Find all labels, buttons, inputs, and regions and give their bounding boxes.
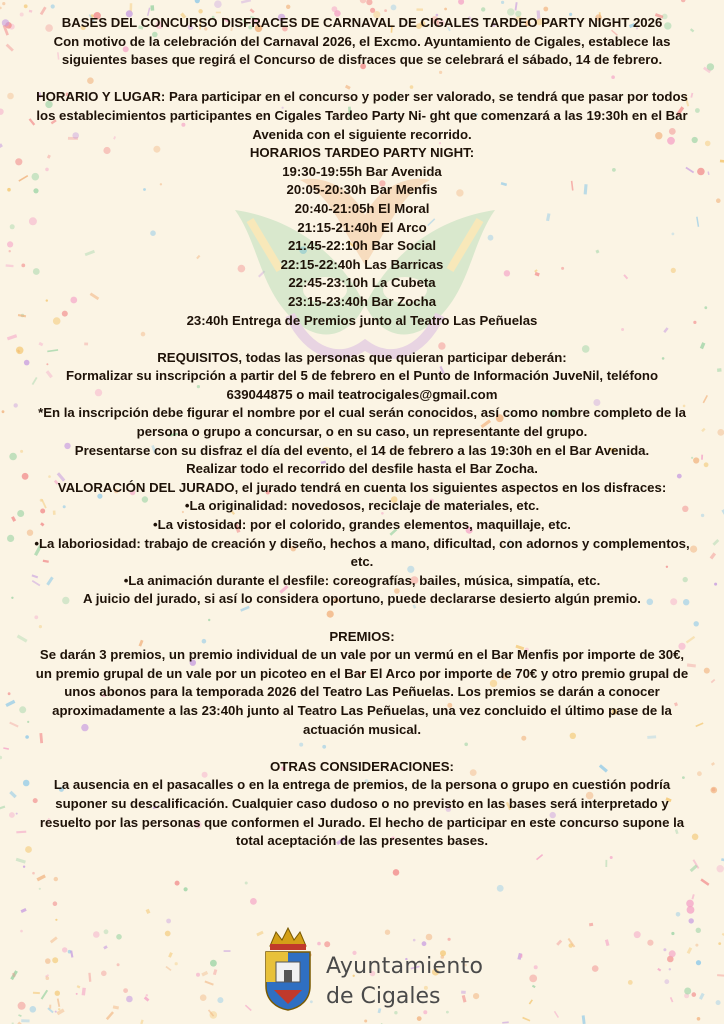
confetti-piece (17, 635, 28, 643)
confetti-piece (692, 992, 697, 997)
confetti-piece (217, 997, 223, 1003)
confetti-piece (694, 621, 699, 626)
confetti-piece (501, 1, 504, 4)
org-name: Ayuntamiento (326, 954, 484, 979)
confetti-piece (130, 3, 133, 11)
schedule-heading: HORARIOS TARDEO PARTY NIGHT: (249, 145, 475, 161)
valoracion-item: •La vistosidad: por el colorido, grandes elementos, maquillaje, etc. (153, 517, 571, 533)
confetti-piece (10, 224, 15, 229)
confetti-piece (32, 872, 35, 875)
schedule-item: 21:15-21:40h El Arco (297, 219, 427, 235)
confetti-piece (33, 992, 40, 994)
confetti-piece (51, 4, 55, 8)
confetti-piece (701, 514, 704, 517)
requisito-item: Realizar todo el recorrido del desfile hasta el Bar Zocha. (186, 461, 538, 477)
confetti-piece (497, 885, 504, 892)
confetti-piece (669, 968, 671, 970)
confetti-piece (692, 834, 699, 841)
requisito-item: Formalizar su inscripción a partir del 5 de febrero en el Punto de Información JuveNil, teléfono 639044875 o mail teatrocigales@gmail.com (65, 368, 659, 402)
confetti-piece (195, 0, 200, 3)
confetti-piece (39, 888, 41, 890)
schedule-item: 21:45-22:10h Bar Social (287, 238, 437, 254)
confetti-piece (718, 942, 721, 945)
confetti-piece (58, 1008, 60, 1010)
confetti-piece (684, 988, 691, 995)
confetti-piece (370, 8, 375, 13)
confetti-piece (146, 994, 148, 996)
confetti-piece (605, 860, 607, 867)
confetti-piece (704, 462, 709, 467)
confetti-piece (720, 160, 724, 163)
confetti-piece (393, 869, 400, 876)
confetti-piece (16, 858, 26, 864)
confetti-piece (691, 894, 694, 899)
confetti-piece (647, 940, 653, 946)
horario-lugar-paragraph: HORARIO Y LUGAR: Para participar en el concurso y poder ser valorado, se tendrá que pasar por todos los establecimientos participantes en Cigales Tardeo Party Ni- ght que comenzará a las 19:30h en el Bar Avenida con el siguiente recorrido. (36, 89, 688, 142)
confetti-piece (711, 679, 716, 683)
confetti-piece (634, 931, 641, 938)
confetti-piece (6, 44, 14, 52)
confetti-piece (25, 846, 32, 853)
confetti-piece (676, 912, 681, 917)
confetti-piece (184, 887, 188, 891)
confetti-piece (7, 535, 14, 542)
confetti-piece (704, 668, 710, 674)
requisitos-heading: REQUISITOS, todas las personas que quieran participar deberán: (157, 349, 567, 365)
confetti-piece (62, 947, 67, 952)
confetti-piece (481, 7, 485, 11)
confetti-piece (27, 721, 29, 723)
intro-paragraph: Con motivo de la celebración del Carnaval 2026, el Excmo. Ayuntamiento de Cigales, establece las siguientes bases que regirá el Concurso de disfraces que se celebrará el sábado, 14 de febrero. (53, 33, 671, 68)
confetti-piece (691, 457, 693, 459)
document-title: BASES DEL CONCURSO DISFRACES DE CARNAVAL DE CIGALES TARDEO PARTY NIGHT 2026 (61, 15, 663, 30)
confetti-piece (520, 954, 522, 957)
confetti-piece (54, 877, 58, 881)
confetti-piece (712, 539, 719, 546)
confetti-piece (707, 171, 709, 175)
schedule-item: 20:40-21:05h El Moral (294, 200, 430, 216)
confetti-piece (126, 996, 133, 1003)
confetti-piece (2, 19, 9, 26)
confetti-piece (717, 974, 724, 977)
confetti-piece (55, 919, 57, 921)
confetti-piece (213, 969, 217, 975)
confetti-piece (30, 1006, 37, 1013)
confetti-piece (46, 976, 50, 980)
confetti-piece (88, 973, 91, 982)
confetti-piece (9, 791, 17, 799)
confetti-piece (241, 0, 251, 4)
confetti-piece (717, 368, 722, 372)
confetti-piece (0, 756, 2, 760)
confetti-piece (534, 965, 538, 969)
confetti-piece (82, 988, 86, 996)
confetti-piece (224, 950, 231, 952)
confetti-piece (27, 530, 33, 536)
footer-logo (262, 922, 492, 1017)
confetti-piece (690, 28, 694, 32)
confetti-piece (140, 1019, 144, 1024)
confetti-piece (699, 993, 705, 1000)
confetti-piece (101, 971, 107, 977)
confetti-piece (16, 347, 24, 355)
confetti-piece (286, 5, 290, 9)
confetti-piece (384, 9, 387, 12)
confetti-piece (201, 971, 208, 977)
confetti-piece (7, 241, 13, 247)
confetti-piece (5, 700, 15, 707)
schedule-list (34, 163, 690, 330)
confetti-piece (610, 856, 613, 859)
contest-rules-document (34, 14, 690, 851)
confetti-piece (41, 990, 48, 1000)
confetti-piece (605, 939, 610, 946)
confetti-piece (717, 429, 724, 436)
confetti-piece (18, 1002, 26, 1010)
confetti-piece (360, 0, 367, 3)
valoracion-item: •La animación durante el desfile: coreografías, bailes, música, simpatía, etc. (123, 572, 601, 588)
confetti-piece (9, 722, 18, 728)
confetti-piece (21, 1019, 29, 1022)
confetti-piece (692, 137, 698, 143)
confetti-piece (532, 985, 536, 988)
valoracion-note: A juicio del jurado, si así lo considera oportuno, puede declararse desierto algún premio. (83, 591, 641, 607)
confetti-piece (144, 996, 150, 1001)
confetti-piece (695, 108, 700, 113)
confetti-piece (19, 706, 26, 713)
confetti-piece (49, 1005, 51, 1009)
confetti-piece (0, 143, 3, 149)
confetti-piece (705, 141, 711, 147)
confetti-piece (0, 7, 2, 10)
confetti-piece (55, 991, 60, 996)
confetti-piece (529, 999, 533, 1004)
confetti-piece (554, 1011, 559, 1018)
confetti-piece (536, 854, 543, 860)
confetti-piece (113, 1005, 119, 1009)
confetti-piece (23, 866, 25, 868)
confetti-piece (24, 4, 28, 8)
confetti-piece (76, 993, 78, 995)
confetti-piece (391, 5, 397, 11)
confetti-piece (689, 918, 694, 923)
confetti-piece (104, 929, 109, 934)
schedule-item: 23:40h Entrega de Premios junto al Teatro Las Peñuelas (186, 312, 538, 328)
confetti-piece (556, 940, 562, 946)
confetti-piece (696, 217, 699, 227)
confetti-piece (697, 168, 705, 176)
confetti-piece (690, 93, 693, 98)
confetti-piece (18, 175, 28, 182)
confetti-piece (21, 264, 25, 268)
confetti-piece (669, 950, 676, 957)
confetti-piece (569, 943, 573, 947)
confetti-piece (9, 812, 15, 818)
confetti-piece (9, 453, 17, 461)
confetti-piece (70, 950, 73, 957)
confetti-piece (198, 9, 202, 13)
confetti-piece (77, 985, 81, 988)
requisito-item: Presentarse con su disfraz el día del evento, el 14 de febrero a las 19:30h en el Bar Avenida. (74, 442, 650, 458)
confetti-piece (7, 334, 17, 340)
otras-paragraph: La ausencia en el pasacalles o en la entrega de premios, de la persona o grupo en cuestión podría suponer su descalificación. Cualquier caso dudoso o no previsto en las bases será interpretado y resuelto por las personas que conformen el Jurado. El hecho de participar en este concurso supone la total aceptación de las presentes bases. (39, 777, 685, 849)
confetti-piece (711, 787, 718, 794)
confetti-piece (24, 360, 30, 366)
confetti-piece (8, 692, 11, 695)
confetti-piece (214, 0, 222, 8)
confetti-piece (200, 994, 207, 1001)
confetti-piece (175, 962, 178, 965)
confetti-piece (204, 981, 213, 986)
schedule-item: 22:15-22:40h Las Barricas (280, 256, 444, 272)
confetti-piece (628, 980, 633, 985)
confetti-piece (664, 979, 669, 984)
confetti-piece (687, 947, 692, 954)
confetti-piece (697, 771, 702, 776)
confetti-piece (17, 510, 24, 517)
confetti-piece (2, 410, 5, 413)
confetti-piece (116, 934, 122, 940)
coat-of-arms-icon (262, 924, 314, 1012)
confetti-piece (703, 395, 708, 403)
confetti-piece (592, 965, 599, 972)
schedule-item: 23:15-23:40h Bar Zocha (287, 293, 437, 309)
confetti-piece (696, 960, 701, 965)
confetti-piece (502, 1021, 509, 1023)
confetti-piece (458, 0, 464, 5)
confetti-piece (25, 735, 29, 739)
confetti-piece (416, 8, 423, 10)
confetti-piece (36, 874, 45, 881)
confetti-piece (15, 158, 22, 165)
confetti-piece (681, 0, 686, 2)
confetti-piece (366, 0, 372, 5)
confetti-piece (515, 2, 518, 10)
confetti-piece (693, 321, 696, 324)
confetti-piece (196, 973, 200, 977)
confetti-piece (582, 1015, 586, 1024)
confetti-piece (165, 966, 171, 971)
confetti-piece (701, 455, 703, 460)
confetti-piece (0, 806, 5, 811)
confetti-piece (444, 8, 447, 11)
confetti-piece (168, 952, 173, 958)
confetti-piece (701, 428, 705, 432)
schedule-item: 19:30-19:55h Bar Avenida (282, 163, 442, 179)
confetti-piece (56, 1008, 64, 1015)
confetti-piece (93, 931, 100, 938)
premios-heading: PREMIOS: (329, 628, 395, 644)
confetti-piece (670, 997, 674, 1002)
schedule-item: 22:45-23:10h La Cubeta (288, 275, 436, 291)
confetti-piece (695, 722, 703, 727)
confetti-piece (589, 923, 593, 927)
confetti-piece (53, 901, 58, 906)
confetti-piece (711, 762, 715, 766)
confetti-piece (16, 813, 18, 815)
confetti-piece (245, 1005, 252, 1011)
confetti-piece (714, 583, 717, 586)
confetti-piece (250, 8, 255, 13)
confetti-piece (697, 1017, 701, 1021)
confetti-piece (716, 1000, 721, 1005)
confetti-piece (522, 1017, 530, 1022)
confetti-piece (50, 936, 58, 943)
confetti-piece (543, 7, 548, 12)
valoracion-item: •La originalidad: novedosos, reciclaje de materiales, etc. (184, 498, 540, 514)
confetti-piece (657, 968, 661, 972)
confetti-piece (690, 864, 698, 872)
confetti-piece (9, 250, 11, 252)
confetti-piece (29, 10, 33, 13)
confetti-piece (106, 1011, 114, 1020)
confetti-piece (18, 1014, 22, 1017)
confetti-piece (6, 264, 14, 267)
confetti-piece (700, 342, 706, 349)
confetti-piece (364, 1020, 367, 1023)
valoracion-heading: VALORACIÓN DEL JURADO, el jurado tendrá en cuenta los siguientes aspectos en los disfraces: (57, 479, 667, 495)
confetti-piece (20, 13, 24, 17)
confetti-piece (175, 881, 180, 886)
confetti-piece (717, 865, 724, 872)
confetti-piece (3, 747, 9, 750)
confetti-piece (11, 597, 13, 599)
confetti-piece (20, 450, 23, 453)
confetti-piece (117, 963, 120, 966)
otras-heading: OTRAS CONSIDERACIONES: (270, 758, 454, 774)
confetti-piece (55, 1011, 57, 1013)
confetti-piece (704, 306, 707, 309)
confetti-piece (45, 958, 51, 964)
confetti-piece (663, 948, 666, 951)
requisito-item: *En la inscripción debe figurar el nombre por el cual serán conocidos, así como nombre completo de la persona o grupo a concursar, o en su caso, un representante del grupo. (38, 405, 686, 440)
premios-paragraph: Se darán 3 premios, un premio individual de un vale por un vermú en el Bar Menfis por importe de 30€, un premio grupal de un vale por un picoteo en el Bar El Arco por importe de 70€ y otro premio grupal de unos abonos para la temporada 2026 del Teatro Las Peñuelas. Los premios se darán a conocer aproximadamente a las 23:40h junto al Teatro Las Peñuelas, una vez concluido el último pase de la actuación musical. (35, 647, 689, 737)
confetti-piece (671, 932, 674, 935)
confetti-piece (11, 516, 16, 522)
confetti-piece (103, 945, 108, 949)
confetti-piece (21, 908, 27, 913)
confetti-piece (693, 457, 699, 463)
confetti-piece (23, 780, 30, 787)
confetti-piece (245, 882, 248, 885)
confetti-piece (165, 931, 171, 937)
confetti-piece (710, 552, 716, 559)
confetti-piece (7, 93, 14, 100)
valoracion-item: •La laboriosidad: trabajo de creación y diseño, hechos a mano, dificultad, con adornos y complementos, etc. (34, 535, 690, 570)
confetti-piece (123, 988, 128, 993)
confetti-piece (14, 403, 18, 407)
confetti-piece (716, 198, 721, 203)
org-subname: de Cigales (326, 984, 441, 1009)
confetti-piece (57, 998, 60, 1007)
schedule-item: 20:05-20:30h Bar Menfis (286, 182, 438, 198)
confetti-piece (7, 188, 11, 192)
confetti-piece (2, 2, 5, 5)
confetti-piece (16, 831, 26, 834)
confetti-piece (22, 473, 29, 480)
confetti-piece (0, 109, 4, 115)
confetti-piece (529, 975, 537, 983)
confetti-piece (166, 919, 171, 924)
confetti-piece (690, 546, 697, 553)
confetti-piece (695, 944, 698, 947)
confetti-piece (150, 5, 154, 10)
confetti-piece (146, 909, 151, 914)
confetti-piece (210, 960, 217, 967)
confetti-piece (250, 898, 257, 905)
confetti-piece (700, 878, 709, 885)
confetti-piece (687, 906, 695, 914)
confetti-piece (696, 928, 701, 933)
confetti-piece (20, 930, 23, 933)
confetti-piece (52, 957, 58, 963)
